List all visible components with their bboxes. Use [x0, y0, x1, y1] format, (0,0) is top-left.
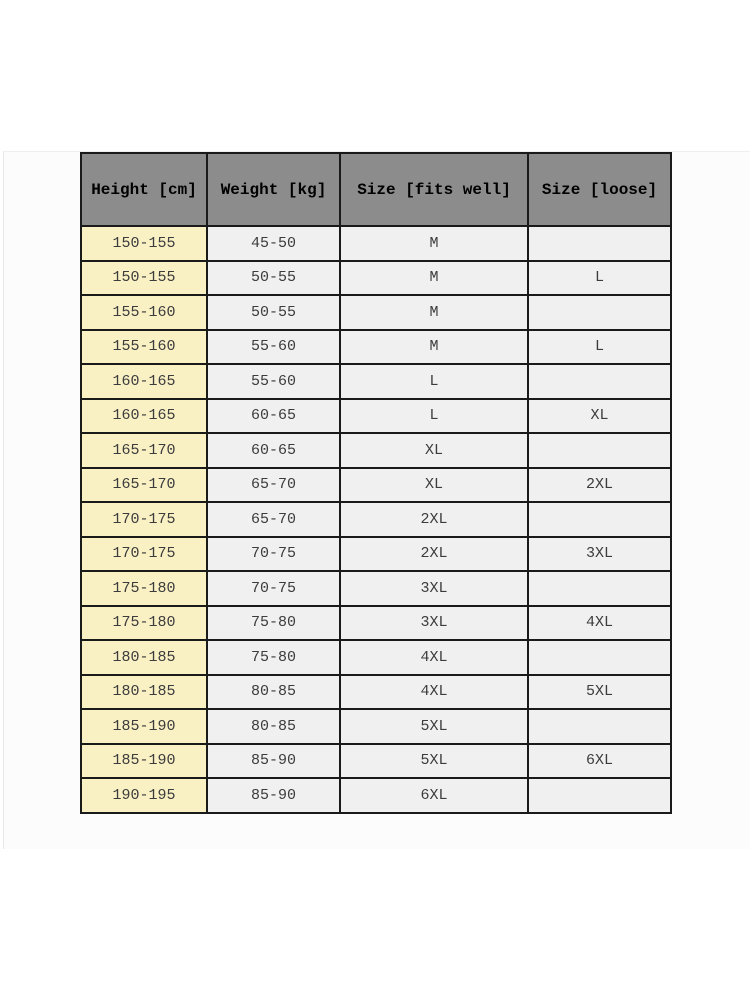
height-cell: 155-160 [81, 295, 207, 330]
height-cell: 160-165 [81, 364, 207, 399]
height-cell: 155-160 [81, 330, 207, 365]
size-fits-well-cell: 2XL [340, 502, 528, 537]
table-row [81, 226, 671, 261]
size-fits-well-cell: 4XL [340, 640, 528, 675]
weight-cell: 55-60 [207, 330, 340, 365]
weight-cell: 80-85 [207, 675, 340, 710]
table-row [81, 330, 671, 365]
weight-cell: 60-65 [207, 433, 340, 468]
size-fits-well-cell: XL [340, 433, 528, 468]
size-loose-cell [528, 502, 671, 537]
weight-cell: 75-80 [207, 640, 340, 675]
height-cell: 190-195 [81, 778, 207, 813]
size-loose-cell [528, 571, 671, 606]
size-fits-well-cell: 5XL [340, 709, 528, 744]
size-chart-header [81, 153, 671, 226]
size-fits-well-cell: 3XL [340, 571, 528, 606]
height-cell: 170-175 [81, 502, 207, 537]
table-row [81, 433, 671, 468]
column-header-size-fits-well: Size [fits well] [340, 153, 528, 226]
table-row [81, 261, 671, 296]
weight-cell: 80-85 [207, 709, 340, 744]
size-loose-cell [528, 640, 671, 675]
height-cell: 175-180 [81, 571, 207, 606]
size-loose-cell: L [528, 261, 671, 296]
height-cell: 185-190 [81, 709, 207, 744]
size-fits-well-cell: 6XL [340, 778, 528, 813]
table-row [81, 778, 671, 813]
table-row [81, 709, 671, 744]
size-loose-cell: L [528, 330, 671, 365]
height-cell: 175-180 [81, 606, 207, 641]
size-loose-cell [528, 433, 671, 468]
table-row [81, 571, 671, 606]
size-loose-cell: XL [528, 399, 671, 434]
size-fits-well-cell: XL [340, 468, 528, 503]
weight-cell: 45-50 [207, 226, 340, 261]
weight-cell: 50-55 [207, 295, 340, 330]
table-row [81, 744, 671, 779]
size-fits-well-cell: L [340, 364, 528, 399]
table-row [81, 502, 671, 537]
size-fits-well-cell: M [340, 261, 528, 296]
table-row [81, 606, 671, 641]
size-fits-well-cell: M [340, 330, 528, 365]
table-row [81, 675, 671, 710]
size-loose-cell [528, 364, 671, 399]
height-cell: 150-155 [81, 226, 207, 261]
weight-cell: 50-55 [207, 261, 340, 296]
height-cell: 170-175 [81, 537, 207, 572]
table-row [81, 468, 671, 503]
weight-cell: 75-80 [207, 606, 340, 641]
weight-cell: 85-90 [207, 744, 340, 779]
size-loose-cell: 4XL [528, 606, 671, 641]
size-loose-cell: 6XL [528, 744, 671, 779]
height-cell: 165-170 [81, 433, 207, 468]
weight-cell: 65-70 [207, 468, 340, 503]
column-header-height: Height [cm] [81, 153, 207, 226]
size-fits-well-cell: 4XL [340, 675, 528, 710]
weight-cell: 70-75 [207, 537, 340, 572]
table-row [81, 295, 671, 330]
height-cell: 160-165 [81, 399, 207, 434]
size-chart-body [81, 226, 671, 813]
size-loose-cell: 5XL [528, 675, 671, 710]
size-fits-well-cell: 3XL [340, 606, 528, 641]
table-row [81, 399, 671, 434]
weight-cell: 85-90 [207, 778, 340, 813]
size-fits-well-cell: 5XL [340, 744, 528, 779]
size-fits-well-cell: M [340, 226, 528, 261]
table-row [81, 640, 671, 675]
table-row [81, 537, 671, 572]
height-cell: 165-170 [81, 468, 207, 503]
weight-cell: 55-60 [207, 364, 340, 399]
size-fits-well-cell: 2XL [340, 537, 528, 572]
size-loose-cell: 2XL [528, 468, 671, 503]
height-cell: 150-155 [81, 261, 207, 296]
size-loose-cell [528, 295, 671, 330]
column-header-weight: Weight [kg] [207, 153, 340, 226]
table-row [81, 364, 671, 399]
weight-cell: 65-70 [207, 502, 340, 537]
size-fits-well-cell: M [340, 295, 528, 330]
height-cell: 185-190 [81, 744, 207, 779]
weight-cell: 70-75 [207, 571, 340, 606]
size-fits-well-cell: L [340, 399, 528, 434]
size-loose-cell [528, 778, 671, 813]
column-header-size-loose: Size [loose] [528, 153, 671, 226]
height-cell: 180-185 [81, 675, 207, 710]
size-loose-cell: 3XL [528, 537, 671, 572]
height-cell: 180-185 [81, 640, 207, 675]
weight-cell: 60-65 [207, 399, 340, 434]
header-row [81, 153, 671, 226]
size-loose-cell [528, 709, 671, 744]
size-chart-table [80, 152, 672, 814]
size-loose-cell [528, 226, 671, 261]
